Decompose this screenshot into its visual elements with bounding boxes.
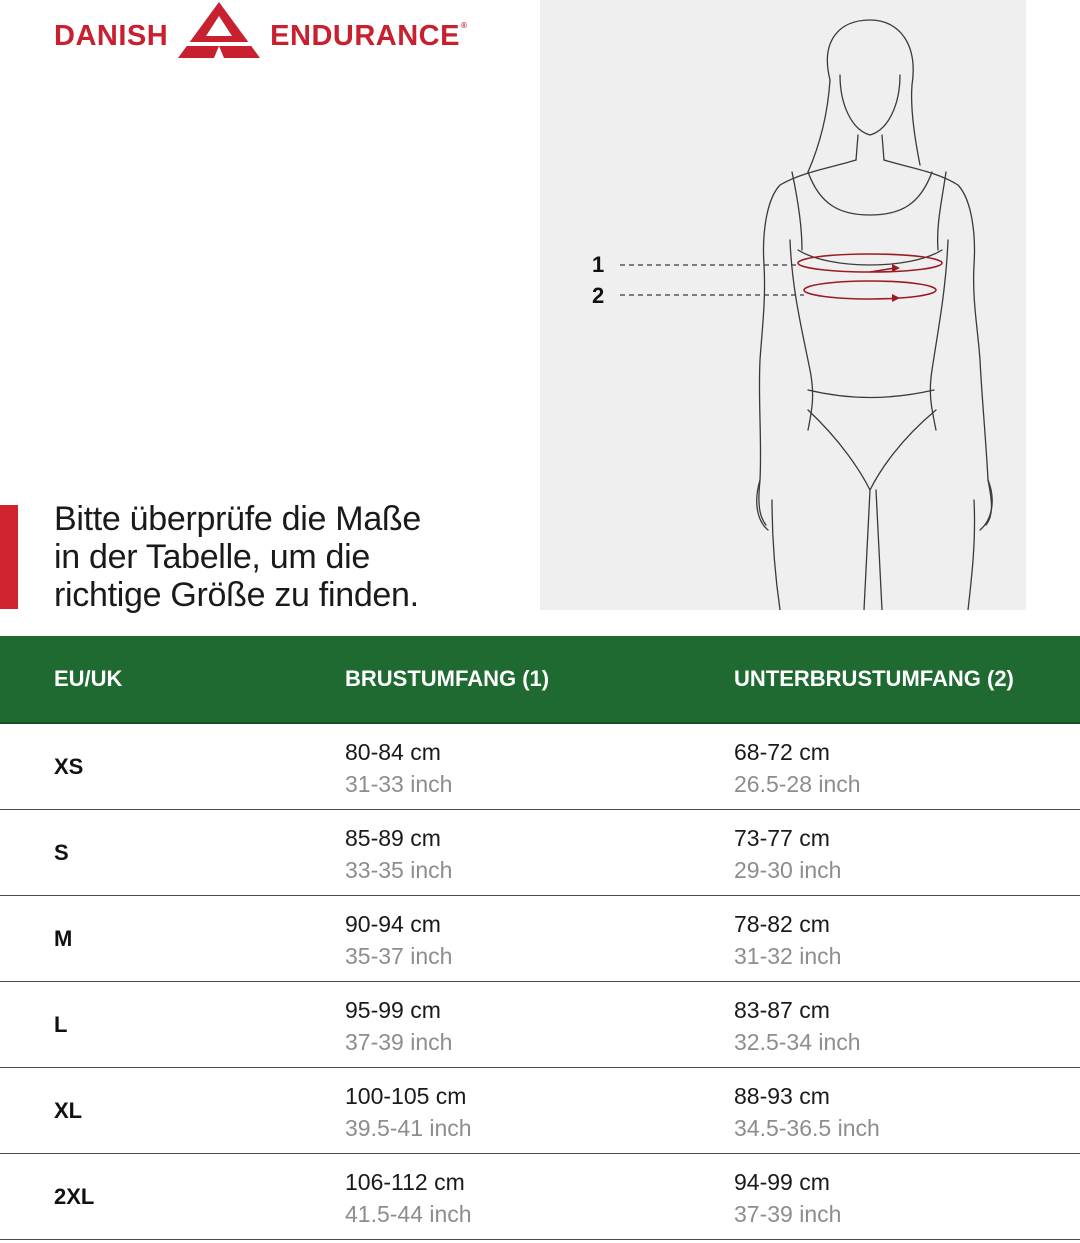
underbust-cm: 83-87 cm bbox=[734, 997, 830, 1023]
body-outline-illustration bbox=[540, 0, 1026, 610]
header-bust: BRUSTUMFANG (1) bbox=[345, 666, 550, 691]
bust-inch: 41.5-44 inch bbox=[345, 1201, 472, 1227]
bust-cell bbox=[345, 1166, 472, 1230]
bust-inch: 31-33 inch bbox=[345, 771, 453, 797]
underbust-cm: 78-82 cm bbox=[734, 911, 830, 937]
size-label: L bbox=[54, 1011, 68, 1037]
registered-mark: ® bbox=[460, 20, 468, 30]
bust-cell bbox=[345, 736, 452, 800]
underbust-inch: 29-30 inch bbox=[734, 857, 842, 883]
underbust-cm: 88-93 cm bbox=[734, 1083, 830, 1109]
underbust-cm: 68-72 cm bbox=[734, 739, 830, 765]
size-label: 2XL bbox=[54, 1183, 95, 1209]
underbust-inch: 37-39 inch bbox=[734, 1201, 842, 1227]
intro-line-2: in der Tabelle, um die bbox=[54, 538, 370, 576]
size-label: M bbox=[54, 925, 73, 951]
table-row bbox=[0, 982, 1080, 1068]
underbust-cell bbox=[734, 908, 841, 972]
bust-cm: 100-105 cm bbox=[345, 1083, 467, 1109]
brand-logo bbox=[54, 0, 467, 60]
underbust-cell bbox=[734, 994, 861, 1058]
bust-cm: 106-112 cm bbox=[345, 1169, 465, 1195]
bust-cell bbox=[345, 908, 452, 972]
header-underbust: UNTERBRUSTUMFANG (2) bbox=[734, 666, 1014, 691]
mountain-logo-icon bbox=[178, 2, 260, 58]
marker-2-label: 2 bbox=[592, 283, 605, 308]
brand-word-left: DANISH bbox=[54, 19, 169, 52]
size-label: S bbox=[54, 839, 69, 865]
underbust-inch: 26.5-28 inch bbox=[734, 771, 861, 797]
bust-inch: 35-37 inch bbox=[345, 943, 453, 969]
table-row bbox=[0, 1154, 1080, 1240]
table-row bbox=[0, 1068, 1080, 1154]
bust-cm: 90-94 cm bbox=[345, 911, 441, 937]
size-label: XS bbox=[54, 753, 84, 779]
brand-word-right: ENDURANCE® bbox=[270, 19, 468, 52]
intro-text bbox=[54, 500, 524, 614]
table-row bbox=[0, 810, 1080, 896]
bust-inch: 39.5-41 inch bbox=[345, 1115, 472, 1141]
bust-cm: 80-84 cm bbox=[345, 739, 441, 765]
underbust-inch: 34.5-36.5 inch bbox=[734, 1115, 880, 1141]
bust-cm: 95-99 cm bbox=[345, 997, 441, 1023]
table-row bbox=[0, 896, 1080, 982]
bust-inch: 33-35 inch bbox=[345, 857, 453, 883]
underbust-inch: 32.5-34 inch bbox=[734, 1029, 861, 1055]
bust-cell bbox=[345, 1080, 472, 1144]
marker-1-label: 1 bbox=[592, 252, 605, 277]
bust-cell bbox=[345, 994, 452, 1058]
underbust-cell bbox=[734, 1080, 880, 1144]
size-label: XL bbox=[54, 1097, 83, 1123]
header-eu-uk: EU/UK bbox=[54, 666, 123, 691]
underbust-cell bbox=[734, 736, 861, 800]
intro-line-1: Bitte überprüfe die Maße bbox=[54, 500, 421, 538]
intro-line-3: richtige Größe zu finden. bbox=[54, 576, 419, 614]
bust-cm: 85-89 cm bbox=[345, 825, 441, 851]
underbust-cell bbox=[734, 822, 841, 886]
bust-inch: 37-39 inch bbox=[345, 1029, 453, 1055]
size-table bbox=[0, 636, 1080, 1240]
table-header bbox=[0, 636, 1080, 724]
underbust-inch: 31-32 inch bbox=[734, 943, 842, 969]
underbust-cm: 94-99 cm bbox=[734, 1169, 830, 1195]
underbust-cm: 73-77 cm bbox=[734, 825, 830, 851]
body-figure-panel bbox=[540, 0, 1026, 610]
bust-cell bbox=[345, 822, 452, 886]
table-row bbox=[0, 724, 1080, 810]
accent-bar bbox=[0, 505, 18, 609]
underbust-cell bbox=[734, 1166, 841, 1230]
